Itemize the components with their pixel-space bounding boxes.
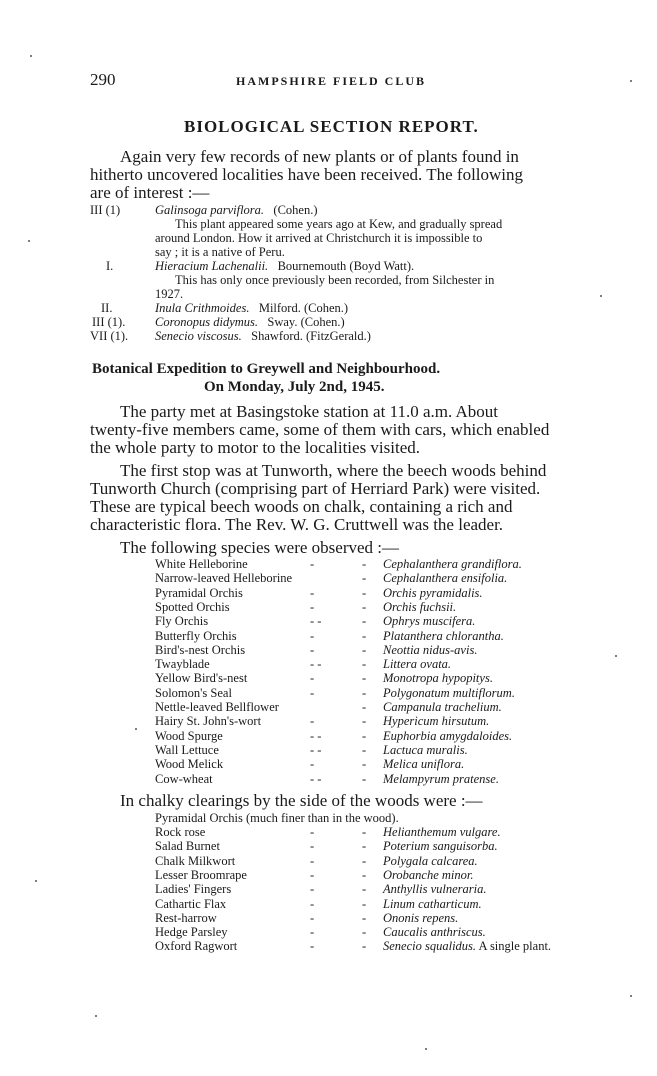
record-note-line: around London. How it arrived at Christchurch it is impossible to [155,231,483,245]
species-row [0,614,657,628]
species-row [0,772,657,786]
species-latin-name: Monotropa hypopitys. [383,671,493,686]
species-dash: - [362,853,367,868]
record-species: Hieracium Lachenalii. [155,259,269,273]
record-entry [155,329,371,343]
species-dash: - [362,642,367,657]
species-dash: - [362,714,367,729]
species-dash: - [362,585,367,600]
species-common-name: White Helleborine [155,557,248,571]
species-row [0,839,657,853]
species-row [0,657,657,671]
species-latin-name: Platanthera chlorantha. [383,628,504,643]
species-latin-name: Caucalis anthriscus. [383,925,486,940]
species-note: A single plant. [476,939,552,954]
record-species: Coronopus didymus. [155,315,259,329]
species-leader-dots: - [310,642,315,657]
record-number: III (1) [90,203,121,217]
species-row [0,571,657,585]
species-dash: - [362,757,367,772]
expedition-heading-line-1: Botanical Expedition to Greywell and Neighbourhood. [92,361,441,377]
species-row [0,743,657,757]
species-dash: - [362,882,367,897]
species-dash: - [362,825,367,839]
species-dash: - [362,867,367,882]
chalk-intro: In chalky clearings by the side of the woods were :— [120,791,483,810]
record-detail: (Cohen.) [273,203,318,217]
species-leader-dots: - [310,585,315,600]
species-common-name: Cow-wheat [155,771,213,786]
species-common-name: Rock rose [155,825,206,839]
species-latin-name: Neottia nidus-avis. [383,642,478,657]
record-number: II. [101,301,113,315]
record-entry [155,203,318,217]
para2-line-2: Tunworth Church (comprising part of Herriard Park) were visited. [90,479,541,498]
print-speck [135,728,137,730]
species-row [0,882,657,896]
species-leader-dots: - [310,839,315,854]
species-latin-name: Ophrys muscifera. [383,614,476,629]
record-detail: Sway. (Cohen.) [267,315,345,329]
record-note-line: This has only once previously been recorded, from Silchester in [175,273,495,287]
species-dash: - [362,910,367,925]
expedition-heading-line-2: On Monday, July 2nd, 1945. [204,379,385,395]
intro-line-2: hitherto uncovered localities have been received. The following [90,165,524,184]
species-common-name: Hairy St. John's-wort [155,714,262,729]
species-common-name: Wall Lettuce [155,742,219,757]
para2-line-3: These are typical beech woods on chalk, containing a rich and [90,497,513,516]
species-leader-dots: - [310,628,315,643]
species-leader-dots: - [310,714,315,729]
species-dash: - [362,614,367,629]
species-dash: - [362,925,367,940]
species-leader-dots: - [310,867,315,882]
species-common-name: Ladies' Fingers [155,882,232,897]
record-note-line: say ; it is a native of Peru. [155,245,285,259]
page-number: 290 [90,70,116,89]
species-latin-name: Polygonatum multiflorum. [383,685,515,700]
species-leader-dots: - - [310,614,322,629]
species-common-name: Bird's-nest Orchis [155,642,246,657]
species-row [0,897,657,911]
species-leader-dots: - - [310,742,322,757]
species-row [0,643,657,657]
species-row [0,686,657,700]
record-species: Senecio viscosus. [155,329,242,343]
print-speck [425,1048,427,1050]
species-leader-dots: - [310,882,315,897]
species-latin-name: Ononis repens. [383,910,459,925]
section-title: BIOLOGICAL SECTION REPORT. [184,117,479,136]
para2-line-4: characteristic flora. The Rev. W. G. Cruttwell was the leader. [90,515,504,534]
record-number: I. [106,259,114,273]
species-common-name: Solomon's Seal [155,685,232,700]
print-speck [630,995,632,997]
para1-line-1: The party met at Basingstoke station at 11.0 a.m. About [120,402,499,421]
species-common-name: Oxford Ragwort [155,939,238,954]
species-row [0,925,657,939]
species-latin-name: Orobanche minor. [383,867,474,882]
record-detail: Milford. (Cohen.) [258,301,349,315]
record-detail: Bournemouth (Boyd Watt). [277,259,415,273]
species-leader-dots: - [310,685,315,700]
species-row [0,714,657,728]
para2-line-1: The first stop was at Tunworth, where the beech woods behind [120,461,547,480]
species-row [0,600,657,614]
species-latin-name: Campanula trachelium. [383,700,502,714]
species-leader-dots: - [310,557,315,571]
species-latin-name: Melica uniflora. [383,757,465,772]
print-speck [600,295,602,297]
species-dash: - [362,685,367,700]
para1-line-2: twenty-five members came, some of them with cars, which enabled [90,420,550,439]
species-common-name: Chalk Milkwort [155,853,236,868]
record-entry [155,259,414,273]
record-species: Galinsoga parviflora. [155,203,265,217]
species-row [0,939,657,953]
species-row [0,557,657,571]
species-row [0,757,657,771]
species-row [0,911,657,925]
species-intro: The following species were observed :— [120,538,399,557]
print-speck [630,80,632,82]
species-row [0,671,657,685]
chalk-first-line: Pyramidal Orchis (much finer than in the wood). [155,811,399,825]
species-leader-dots: - [310,896,315,911]
species-row [0,825,657,839]
species-leader-dots: - [310,910,315,925]
species-row [0,700,657,714]
species-dash: - [362,728,367,743]
species-leader-dots: - [310,939,315,954]
species-latin-name: Littera ovata. [383,657,452,672]
species-common-name: Twayblade [155,657,210,672]
record-number: III (1). [92,315,126,329]
species-latin-name: Orchis pyramidalis. [383,585,483,600]
intro-line-1: Again very few records of new plants or of plants found in [120,147,519,166]
para1-line-3: the whole party to motor to the localities visited. [90,438,421,457]
species-dash: - [362,628,367,643]
species-dash: - [362,896,367,911]
print-speck [28,240,30,242]
species-leader-dots: - - [310,657,322,672]
print-speck [30,55,32,57]
species-common-name: Lesser Broomrape [155,867,247,882]
species-common-name: Butterfly Orchis [155,628,237,643]
species-row [0,629,657,643]
species-common-name: Spotted Orchis [155,599,230,614]
species-latin-name: Orchis fuchsii. [383,599,457,614]
intro-line-3: are of interest :— [90,183,210,202]
species-latin-name: Polygala calcarea. [383,853,478,868]
species-latin-name: Helianthemum vulgare. [383,825,501,839]
species-leader-dots: - - [310,728,322,743]
record-number: VII (1). [90,329,129,343]
species-latin-name: Hypericum hirsutum. [383,714,490,729]
species-dash: - [362,657,367,672]
species-row [0,868,657,882]
print-speck [615,655,617,657]
species-dash: - [362,599,367,614]
record-detail: Shawford. (FitzGerald.) [251,329,371,343]
print-speck [35,880,37,882]
record-note-line: 1927. [155,287,184,301]
species-leader-dots: - - [310,771,322,786]
species-dash: - [362,939,367,954]
species-dash: - [362,557,367,571]
species-row [0,729,657,743]
running-head: HAMPSHIRE FIELD CLUB [236,74,427,88]
species-common-name: Hedge Parsley [155,925,228,940]
record-note-line: This plant appeared some years ago at Kew, and gradually spread [175,217,503,231]
record-species: Inula Crithmoides. [155,301,250,315]
species-latin-name: Senecio squalidus. A single plant. [383,939,552,954]
species-common-name: Salad Burnet [155,839,220,854]
species-latin-name: Poterium sanguisorba. [383,839,498,854]
species-row [0,586,657,600]
species-latin-name: Anthyllis vulneraria. [383,882,487,897]
species-common-name: Fly Orchis [155,614,209,629]
species-dash: - [362,839,367,854]
species-leader-dots: - [310,925,315,940]
species-row [0,854,657,868]
species-common-name: Pyramidal Orchis [155,585,243,600]
species-dash: - [362,771,367,786]
species-dash: - [362,571,367,586]
species-latin-name: Lactuca muralis. [383,742,468,757]
species-latin-name: Cephalanthera ensifolia. [383,571,508,586]
species-common-name: Narrow-leaved Helleborine [155,571,293,586]
species-common-name: Wood Spurge [155,728,223,743]
species-leader-dots: - [310,757,315,772]
print-speck [95,1015,97,1017]
species-common-name: Nettle-leaved Bellflower [155,700,279,714]
species-latin-name: Linum catharticum. [383,896,482,911]
species-latin-name: Melampyrum pratense. [383,771,499,786]
species-common-name: Yellow Bird's-nest [155,671,248,686]
species-leader-dots: - [310,599,315,614]
species-leader-dots: - [310,825,315,839]
record-entry [155,315,345,329]
species-leader-dots: - [310,671,315,686]
species-dash: - [362,742,367,757]
species-leader-dots: - [310,853,315,868]
species-common-name: Cathartic Flax [155,896,227,911]
species-latin-name: Cephalanthera grandiflora. [383,557,522,571]
species-latin-name: Euphorbia amygdaloides. [383,728,513,743]
record-entry [155,301,348,315]
species-common-name: Wood Melick [155,757,224,772]
species-dash: - [362,671,367,686]
species-common-name: Rest-harrow [155,910,217,925]
species-dash: - [362,700,367,714]
